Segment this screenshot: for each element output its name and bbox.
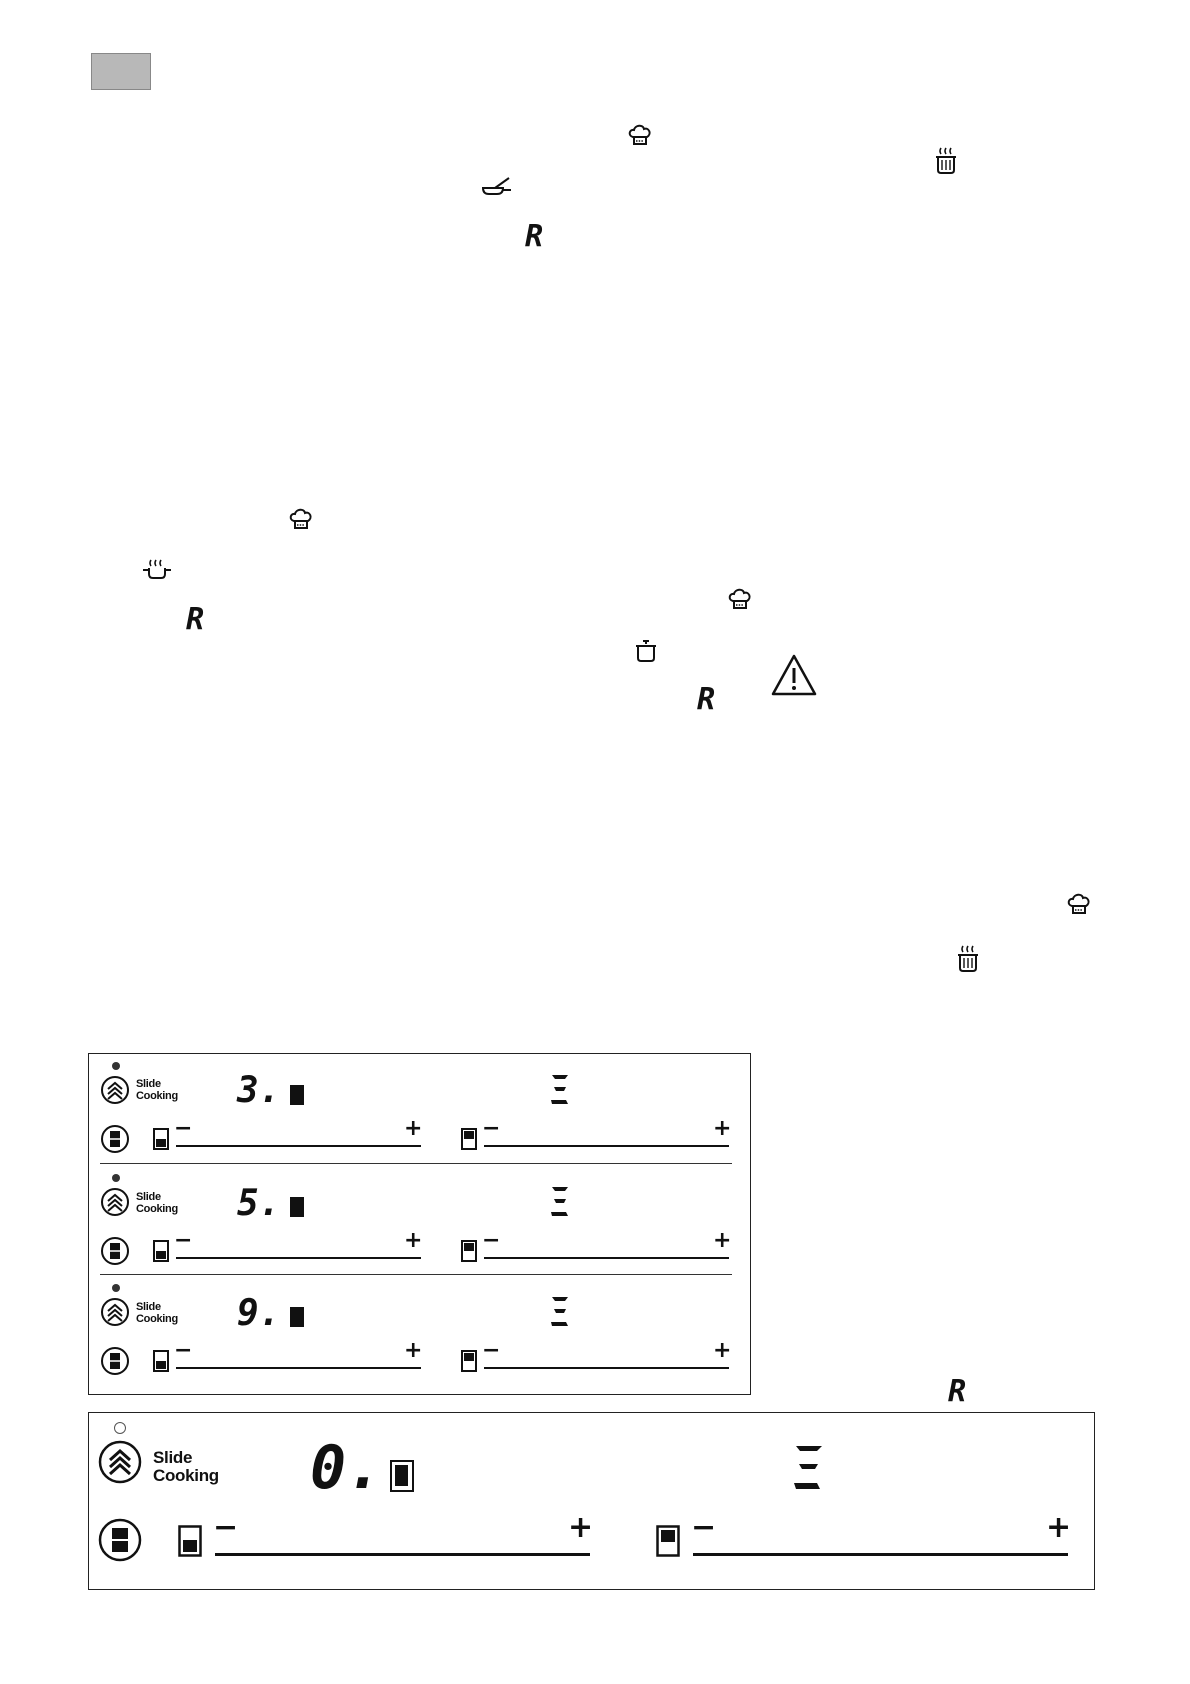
- minus-button[interactable]: −: [174, 1228, 193, 1253]
- zone-select-button-icon[interactable]: [100, 1236, 130, 1266]
- zone-indicator: [290, 1197, 304, 1217]
- plus-button[interactable]: +: [404, 1338, 423, 1363]
- slide-label: Slide: [136, 1301, 161, 1313]
- page-marker-tab: [91, 53, 151, 90]
- timer-bars-icon: [790, 1443, 826, 1493]
- frying-pan-icon: [481, 176, 513, 198]
- auto-mode-icon: R: [525, 219, 544, 254]
- rear-zone-icon: [461, 1128, 477, 1150]
- row-divider: [100, 1163, 732, 1164]
- timer-bars-icon: [548, 1185, 572, 1219]
- rear-zone-icon: [461, 1240, 477, 1262]
- timer-bars-icon: [548, 1295, 572, 1329]
- minus-button[interactable]: −: [482, 1116, 501, 1141]
- slide-cooking-button-icon[interactable]: [100, 1187, 130, 1217]
- minus-button[interactable]: −: [482, 1228, 501, 1253]
- steam-basket-icon: [933, 146, 959, 176]
- indicator-led: [112, 1284, 120, 1292]
- slide-label: Slide: [136, 1191, 161, 1203]
- front-zone-icon: [153, 1240, 169, 1262]
- power-level-display: 3.: [237, 1070, 281, 1111]
- plus-button[interactable]: +: [404, 1116, 423, 1141]
- power-slider[interactable]: [176, 1367, 421, 1369]
- plus-button[interactable]: +: [713, 1228, 732, 1253]
- chef-hat-icon: [627, 122, 653, 148]
- zone-indicator: [290, 1307, 304, 1327]
- slide-cooking-button-icon[interactable]: [100, 1075, 130, 1105]
- rear-zone-icon: [461, 1350, 477, 1372]
- plus-button[interactable]: +: [1046, 1510, 1072, 1545]
- minus-button[interactable]: −: [213, 1510, 239, 1545]
- slide-label: Slide: [153, 1448, 193, 1467]
- zone-indicator: [290, 1085, 304, 1105]
- cooking-label: Cooking: [153, 1466, 219, 1485]
- chef-hat-icon: [288, 506, 314, 532]
- indicator-led: [114, 1422, 126, 1434]
- control-panel-large: [88, 1412, 1095, 1590]
- power-level-display: 9.: [237, 1293, 281, 1334]
- indicator-led: [112, 1062, 120, 1070]
- front-zone-icon: [153, 1128, 169, 1150]
- auto-mode-icon: R: [948, 1374, 967, 1409]
- power-slider[interactable]: [484, 1367, 729, 1369]
- minus-button[interactable]: −: [174, 1338, 193, 1363]
- plus-button[interactable]: +: [713, 1116, 732, 1141]
- zone-select-button-icon[interactable]: [100, 1124, 130, 1154]
- steam-basket-icon: [955, 944, 981, 974]
- steam-pot-icon: [141, 558, 173, 582]
- row-divider: [100, 1274, 732, 1275]
- minus-button[interactable]: −: [691, 1510, 717, 1545]
- power-slider[interactable]: [176, 1257, 421, 1259]
- rear-zone-icon: [656, 1525, 680, 1557]
- power-slider[interactable]: [484, 1257, 729, 1259]
- front-zone-icon: [153, 1350, 169, 1372]
- minus-button[interactable]: −: [482, 1338, 501, 1363]
- plus-button[interactable]: +: [404, 1228, 423, 1253]
- power-slider[interactable]: [176, 1145, 421, 1147]
- zone-indicator: [390, 1460, 414, 1492]
- power-slider[interactable]: [693, 1553, 1068, 1556]
- slide-cooking-button-icon[interactable]: [100, 1297, 130, 1327]
- pot-icon: [633, 638, 659, 664]
- plus-button[interactable]: +: [568, 1510, 594, 1545]
- cooking-label: Cooking: [136, 1313, 178, 1325]
- auto-mode-icon: R: [186, 602, 205, 637]
- power-level-display: 0.: [310, 1433, 383, 1503]
- auto-mode-icon: R: [697, 682, 716, 717]
- timer-bars-icon: [548, 1073, 572, 1107]
- cooking-label: Cooking: [136, 1090, 178, 1102]
- slide-label: Slide: [136, 1078, 161, 1090]
- slide-cooking-button-icon[interactable]: [98, 1440, 142, 1484]
- minus-button[interactable]: −: [174, 1116, 193, 1141]
- chef-hat-icon: [727, 586, 753, 612]
- front-zone-icon: [178, 1525, 202, 1557]
- indicator-led: [112, 1174, 120, 1182]
- zone-select-button-icon[interactable]: [98, 1518, 142, 1562]
- power-level-display: 5.: [237, 1183, 281, 1224]
- plus-button[interactable]: +: [713, 1338, 732, 1363]
- zone-select-button-icon[interactable]: [100, 1346, 130, 1376]
- power-slider[interactable]: [484, 1145, 729, 1147]
- cooking-label: Cooking: [136, 1203, 178, 1215]
- warning-icon: [770, 653, 818, 697]
- chef-hat-icon: [1066, 891, 1092, 917]
- power-slider[interactable]: [215, 1553, 590, 1556]
